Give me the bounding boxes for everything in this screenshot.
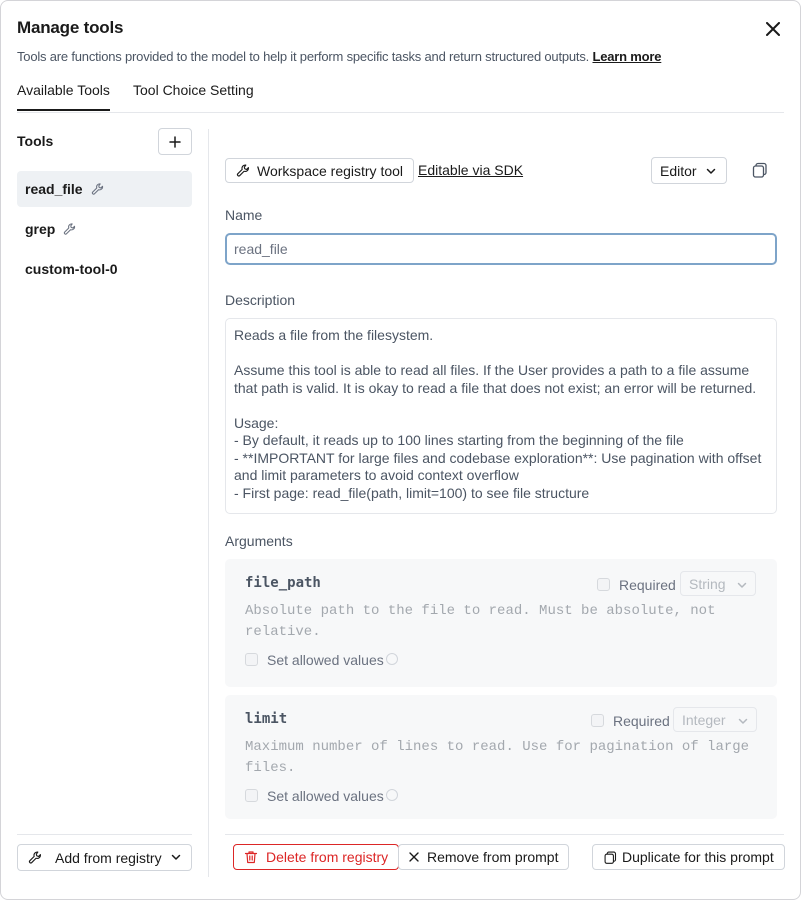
- sidebar-item-label: grep: [25, 221, 56, 237]
- required-checkbox[interactable]: [597, 578, 610, 591]
- delete-from-registry-button[interactable]: [233, 844, 399, 870]
- tool-name-input[interactable]: [225, 233, 777, 265]
- description-label: Description: [225, 292, 296, 308]
- duplicate-for-prompt-label: Duplicate for this prompt: [622, 849, 774, 865]
- chevron-down-icon: [738, 716, 748, 726]
- set-allowed-values-checkbox[interactable]: [245, 789, 258, 802]
- sidebar-title: Tools: [17, 133, 54, 149]
- argument-name: file_path: [245, 575, 321, 591]
- set-allowed-values-label: Set allowed values: [267, 652, 384, 668]
- close-icon: [766, 22, 780, 36]
- set-allowed-values-checkbox[interactable]: [245, 653, 258, 666]
- sidebar-footer-divider: [17, 834, 192, 835]
- delete-from-registry-label: Delete from registry: [266, 849, 389, 865]
- plus-icon: [169, 136, 181, 148]
- learn-more-link[interactable]: Learn more: [592, 49, 662, 64]
- argument-card-file-path: [225, 559, 777, 687]
- tab-available-tools[interactable]: Available Tools: [17, 82, 110, 111]
- required-label: Required: [613, 713, 670, 729]
- name-label: Name: [225, 207, 263, 223]
- set-allowed-values-label: Set allowed values: [267, 788, 384, 804]
- sidebar-item-read-file[interactable]: [17, 171, 192, 207]
- wrench-icon: [63, 222, 77, 236]
- chevron-down-icon: [706, 166, 716, 176]
- argument-card-limit: [225, 695, 777, 819]
- sidebar-divider: [208, 129, 209, 877]
- sidebar-item-label: read_file: [25, 181, 83, 197]
- footer-divider: [225, 834, 784, 835]
- sidebar-item-custom-tool-0[interactable]: [17, 251, 192, 287]
- copy-icon: [603, 850, 618, 865]
- required-label: Required: [619, 577, 676, 593]
- chevron-down-icon: [737, 580, 747, 590]
- sidebar-item-label: custom-tool-0: [25, 261, 118, 277]
- editor-mode-value: Editor: [660, 162, 697, 179]
- add-from-registry-label: Add from registry: [55, 849, 162, 866]
- tool-description-textarea[interactable]: Reads a file from the filesystem. Assume this tool is able to read all files. If the User provides a path to a file assume that path is valid. It is okay to read a file that does not exist; an error will be returned. Usage: - By default, it reads up to 100 lines starting from the beginning of the file - **IMPORTANT for large files and codebase exploration**: Use pagination with offset and limit parameters to avoid context overflow - First page: read_file(path, limit=100) to see file structure: [225, 318, 777, 514]
- wrench-icon: [236, 163, 251, 178]
- argument-type-value: Integer: [682, 711, 726, 728]
- editor-mode-select[interactable]: [651, 157, 727, 184]
- dialog-title: Manage tools: [17, 18, 124, 37]
- sidebar-item-grep[interactable]: [17, 211, 192, 247]
- close-icon: [409, 852, 419, 862]
- info-icon: [386, 653, 398, 665]
- arguments-label: Arguments: [225, 533, 293, 549]
- info-icon: [386, 789, 398, 801]
- add-tool-button[interactable]: [158, 128, 192, 155]
- argument-type-value: String: [689, 575, 726, 592]
- duplicate-for-prompt-button[interactable]: [592, 844, 785, 870]
- argument-description[interactable]: Absolute path to the file to read. Must be absolute, not relative.: [245, 603, 716, 640]
- argument-name: limit: [245, 711, 288, 727]
- workspace-registry-label: Workspace registry tool: [257, 162, 404, 179]
- remove-from-prompt-label: Remove from prompt: [427, 849, 559, 865]
- add-from-registry-button[interactable]: [17, 844, 192, 871]
- copy-icon[interactable]: [751, 161, 769, 179]
- subtitle-text: Tools are functions provided to the model to help it perform specific tasks and return structured outputs.: [17, 49, 590, 64]
- remove-from-prompt-button[interactable]: [398, 844, 569, 870]
- editable-via-sdk-link[interactable]: Editable via SDK: [418, 162, 524, 178]
- workspace-registry-badge[interactable]: [225, 158, 414, 183]
- tab-bar: [17, 79, 784, 113]
- argument-type-select[interactable]: [673, 707, 757, 732]
- close-button[interactable]: [762, 18, 784, 40]
- argument-description[interactable]: Maximum number of lines to read. Use for pagination of large files.: [245, 739, 750, 776]
- tab-tool-choice-setting[interactable]: Tool Choice Setting: [133, 82, 254, 98]
- wrench-icon: [28, 850, 43, 865]
- dialog-subtitle: [17, 49, 661, 64]
- chevron-down-icon: [171, 852, 181, 862]
- trash-icon: [244, 850, 258, 864]
- wrench-icon: [91, 182, 105, 196]
- required-checkbox[interactable]: [591, 714, 604, 727]
- argument-type-select[interactable]: [680, 571, 756, 596]
